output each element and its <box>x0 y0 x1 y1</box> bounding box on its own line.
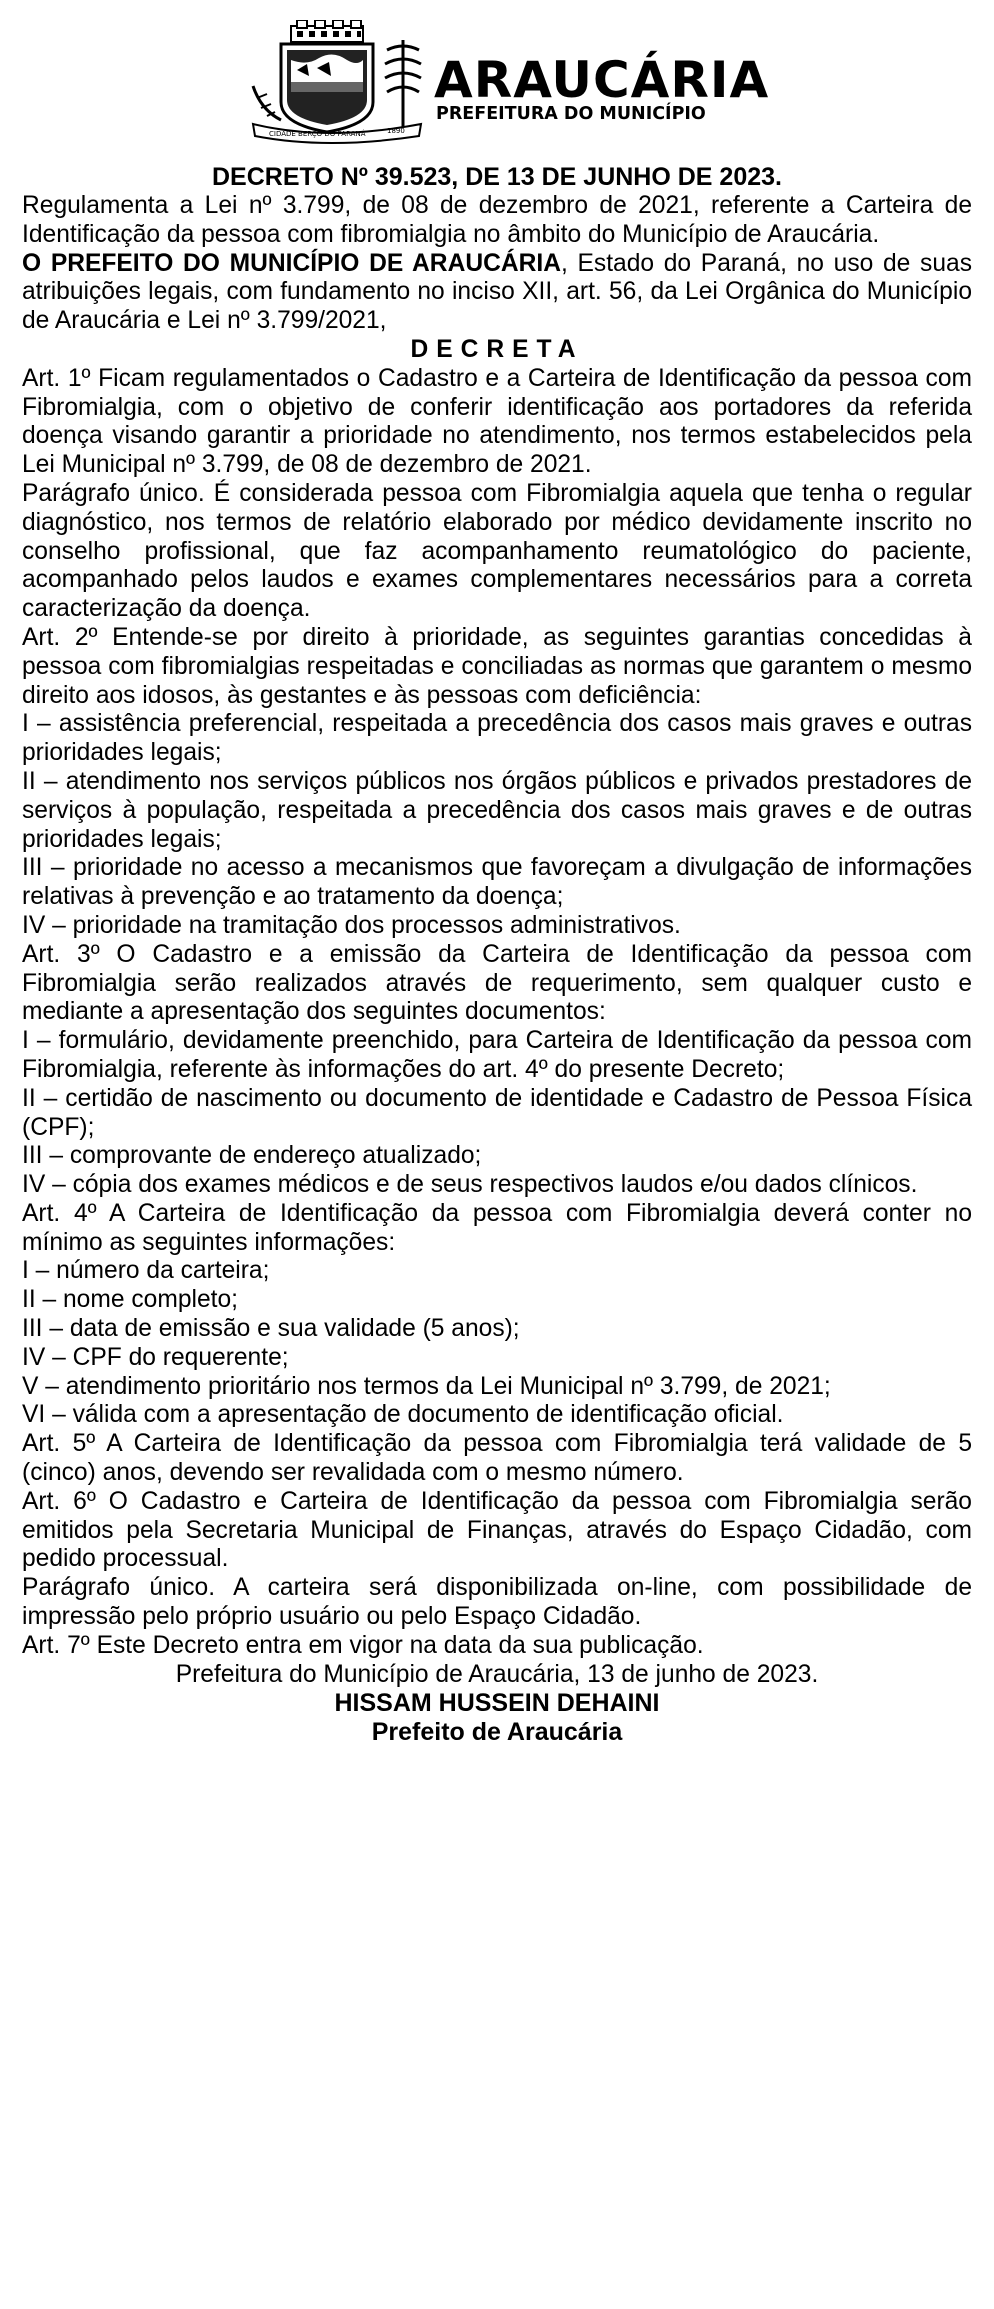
place-date: Prefeitura do Município de Araucária, 13 de junho de 2023. <box>175 1660 819 1688</box>
article-paragraph: Art. 4º A Carteira de Identificação da pessoa com Fibromialgia deverá conter no mínimo as seguintes informações: <box>22 1199 972 1256</box>
signer-role: Prefeito de Araucária <box>371 1718 623 1747</box>
article-paragraph: IV – CPF do requerente; <box>22 1343 289 1371</box>
preamble-text: , Estado do Paraná, no uso de suas atribuições legais, com fundamento no inciso XII, art. 56, da Lei Orgânica do Município de Araucária e Lei nº 3.799/2021, <box>22 249 972 335</box>
article-paragraph: Art. 6º O Cadastro e Carteira de Identificação da pessoa com Fibromialgia serão emitidos pela Secretaria Municipal de Finanças, através do Espaço Cidadão, com pedido processual. <box>22 1487 972 1573</box>
article-paragraph: II – nome completo; <box>22 1286 238 1314</box>
municipal-coat-of-arms <box>247 20 427 148</box>
decree-articles <box>22 365 972 1661</box>
brand <box>434 51 770 124</box>
seal-motto: CIDADE BERÇO DO PARANÁ <box>269 130 366 138</box>
brand-subtitle: PREFEITURA DO MUNICÍPIO <box>436 104 706 124</box>
article-paragraph: IV – cópia dos exames médicos e de seus respectivos laudos e/ou dados clínicos. <box>22 1171 918 1199</box>
decreta-heading: DECRETA <box>410 335 584 363</box>
article-paragraph: IV – prioridade na tramitação dos processos administrativos. <box>22 911 681 939</box>
article-paragraph: Art. 5º A Carteira de Identificação da pessoa com Fibromialgia terá validade de 5 (cinco) anos, devendo ser revalidada com o mesmo número. <box>22 1430 972 1487</box>
preamble <box>22 250 972 336</box>
article-paragraph: Art. 7º Este Decreto entra em vigor na data da sua publicação. <box>22 1631 704 1659</box>
article-paragraph: III – data de emissão e sua validade (5 anos); <box>22 1315 520 1343</box>
article-paragraph: Art. 2º Entende-se por direito à prioridade, as seguintes garantias concedidas à pessoa com fibromialgias respeitadas e conciliadas as normas que garantem o mesmo direito aos idosos, às gestantes e às pessoas com deficiência: <box>22 623 972 709</box>
article-paragraph: Art. 1º Ficam regulamentados o Cadastro e a Carteira de Identificação da pessoa com Fibromialgia, com o objetivo de conferir identificação aos portadores da referida doença visando garantir a prioridade no atendimento, nos termos estabelecidos pela Lei Municipal nº 3.799, de 08 de dezembro de 2021. <box>22 364 972 479</box>
article-paragraph: II – atendimento nos serviços públicos nos órgãos públicos e privados prestadores de serviços à população, respeitada a precedência dos casos mais graves e de outras prioridades legais; <box>22 767 972 853</box>
preamble-authority: O PREFEITO DO MUNICÍPIO DE ARAUCÁRIA <box>22 249 561 277</box>
signer-name: HISSAM HUSSEIN DEHAINI <box>334 1689 660 1718</box>
brand-name: ARAUCÁRIA <box>434 51 770 109</box>
article-paragraph: III – comprovante de endereço atualizado; <box>22 1142 482 1170</box>
article-paragraph: III – prioridade no acesso a mecanismos que favoreçam a divulgação de informações relativas à prevenção e ao tratamento da doença; <box>22 854 972 911</box>
seal-year: 1890 <box>387 127 405 135</box>
article-paragraph: II – certidão de nascimento ou documento de identidade e Cadastro de Pessoa Física (CPF); <box>22 1084 972 1141</box>
decree-summary: Regulamenta a Lei nº 3.799, de 08 de dezembro de 2021, referente a Carteira de Identificação da pessoa com fibromialgia no âmbito do Município de Araucária. <box>22 192 972 248</box>
article-paragraph: VI – válida com a apresentação de documento de identificação oficial. <box>22 1401 784 1429</box>
article-paragraph: Art. 3º O Cadastro e a emissão da Carteira de Identificação da pessoa com Fibromialgia serão realizados através de requerimento, sem qualquer custo e mediante a apresentação dos seguintes documentos: <box>22 940 972 1026</box>
article-paragraph: I – assistência preferencial, respeitada a precedência dos casos mais graves e outras prioridades legais; <box>22 710 972 767</box>
header <box>22 0 972 158</box>
article-paragraph: Parágrafo único. A carteira será disponibilizada on-line, com possibilidade de impressão pelo próprio usuário ou pelo Espaço Cidadão. <box>22 1574 972 1631</box>
article-paragraph: Parágrafo único. É considerada pessoa com Fibromialgia aquela que tenha o regular diagnóstico, nos termos de relatório elaborado por médico devidamente inscrito no conselho profissional, que faz acompanhamento reumatológico do paciente, acompanhado pelos laudos e exames complementares necessários para a correta caracterização da doença. <box>22 479 972 623</box>
article-paragraph: I – formulário, devidamente preenchido, para Carteira de Identificação da pessoa com Fibromialgia, referente às informações do art. 4º do presente Decreto; <box>22 1027 972 1083</box>
decree-title: DECRETO Nº 39.523, DE 13 DE JUNHO DE 2023. <box>211 163 782 191</box>
article-paragraph: V – atendimento prioritário nos termos da Lei Municipal nº 3.799, de 2021; <box>22 1372 831 1400</box>
article-paragraph: I – número da carteira; <box>22 1257 270 1285</box>
